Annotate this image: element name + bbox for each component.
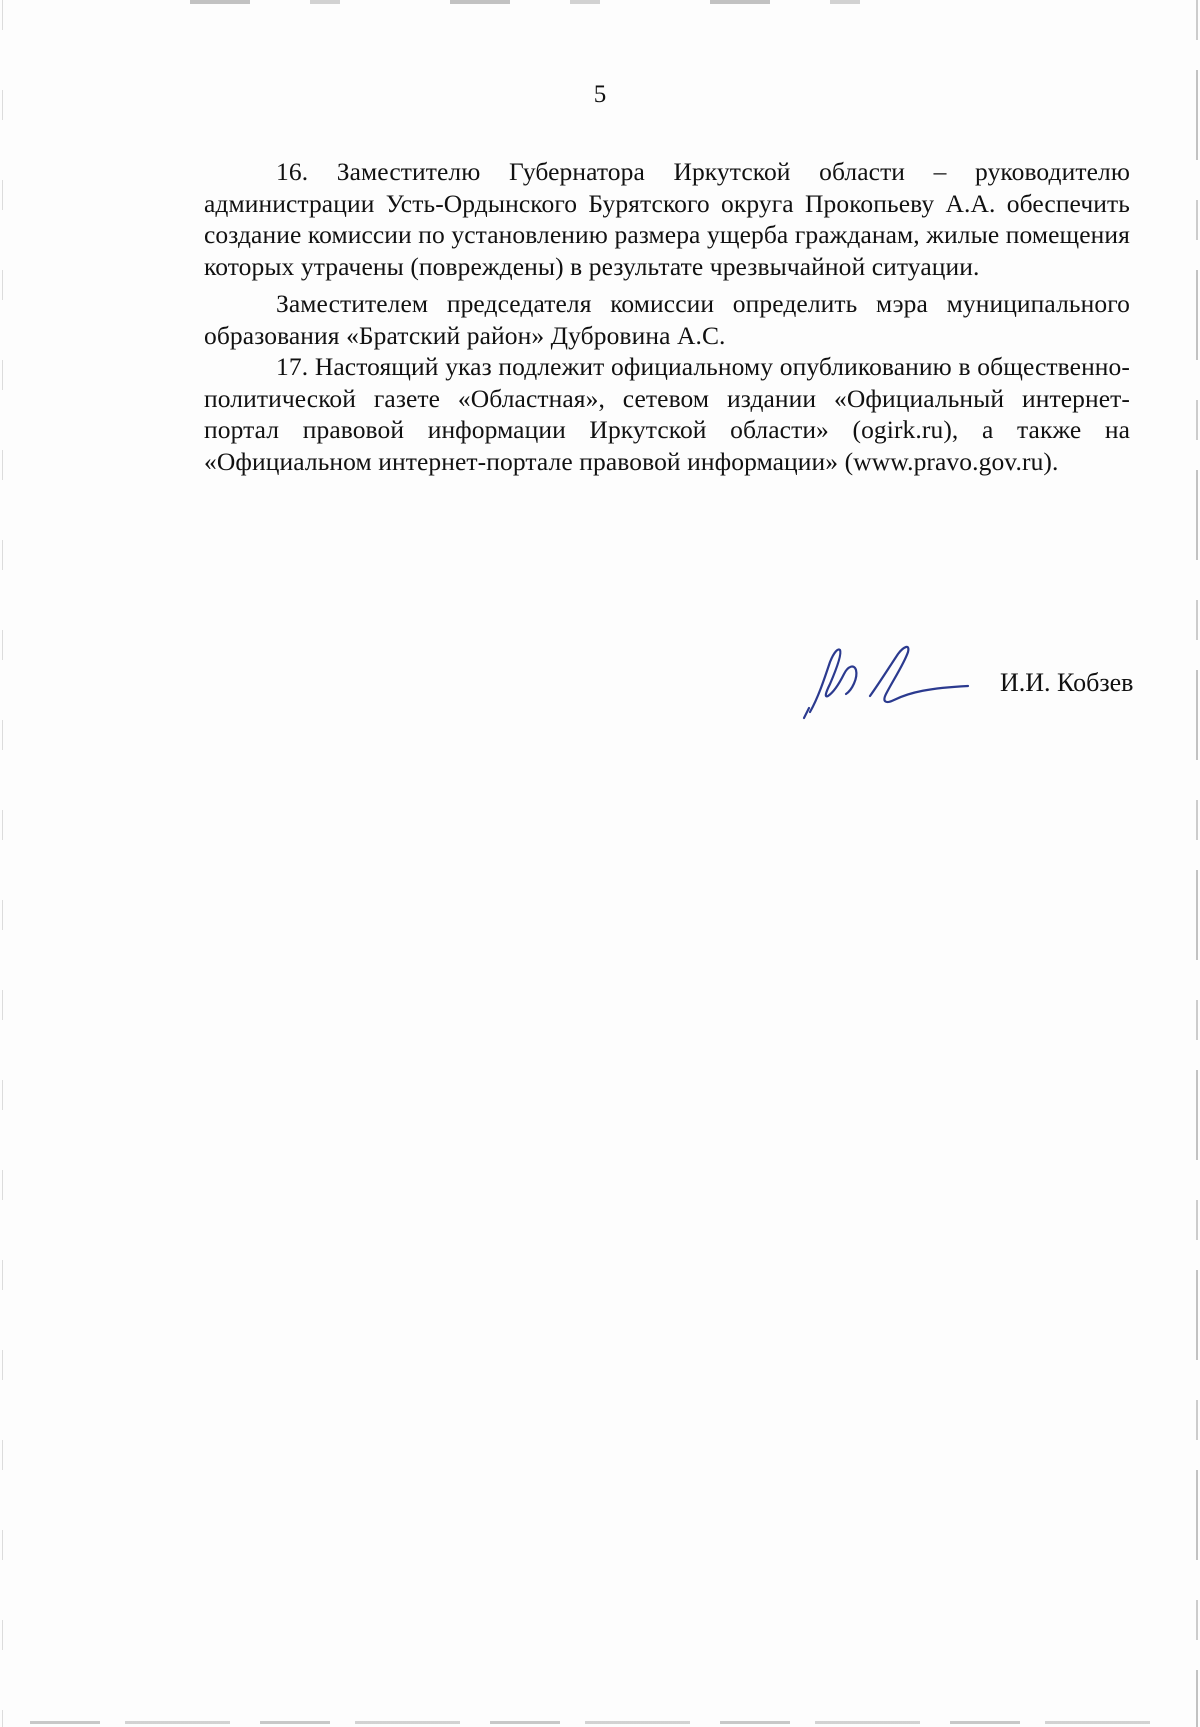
document-body — [204, 156, 1130, 477]
signer-name: И.И. Кобзев — [1000, 668, 1134, 697]
scan-edge-top — [190, 0, 890, 4]
handwritten-signature-icon — [800, 640, 980, 720]
scan-edge-bottom — [30, 1721, 1170, 1724]
page-number: 5 — [593, 81, 607, 108]
signature-block — [800, 640, 1160, 730]
scan-edge-right — [1196, 0, 1198, 1727]
paragraph-17: 17. Настоящий указ подлежит официальному опубликованию в общественно-политической газете «Областная», сетевом издании «Официальный интернет-портал правовой информации Иркутской области» (ogirk.ru), а также на «Официальном интернет-портале правовой информации» (www.pravo.gov.ru). — [204, 352, 1130, 476]
scan-edge-left — [2, 0, 3, 1727]
paragraph-16: 16. Заместителю Губернатора Иркутской области – руководителю администрации Усть-Ордынского Бурятского округа Прокопьеву А.А. обеспечить создание комиссии по установлению размера ущерба гражданам, жилые помещения которых утрачены (повреждены) в результате чрезвычайной ситуации. — [204, 157, 1130, 281]
paragraph-deputy-chair: Заместителем председателя комиссии определить мэра муниципального образования «Братский район» Дубровина А.С. — [204, 289, 1130, 350]
